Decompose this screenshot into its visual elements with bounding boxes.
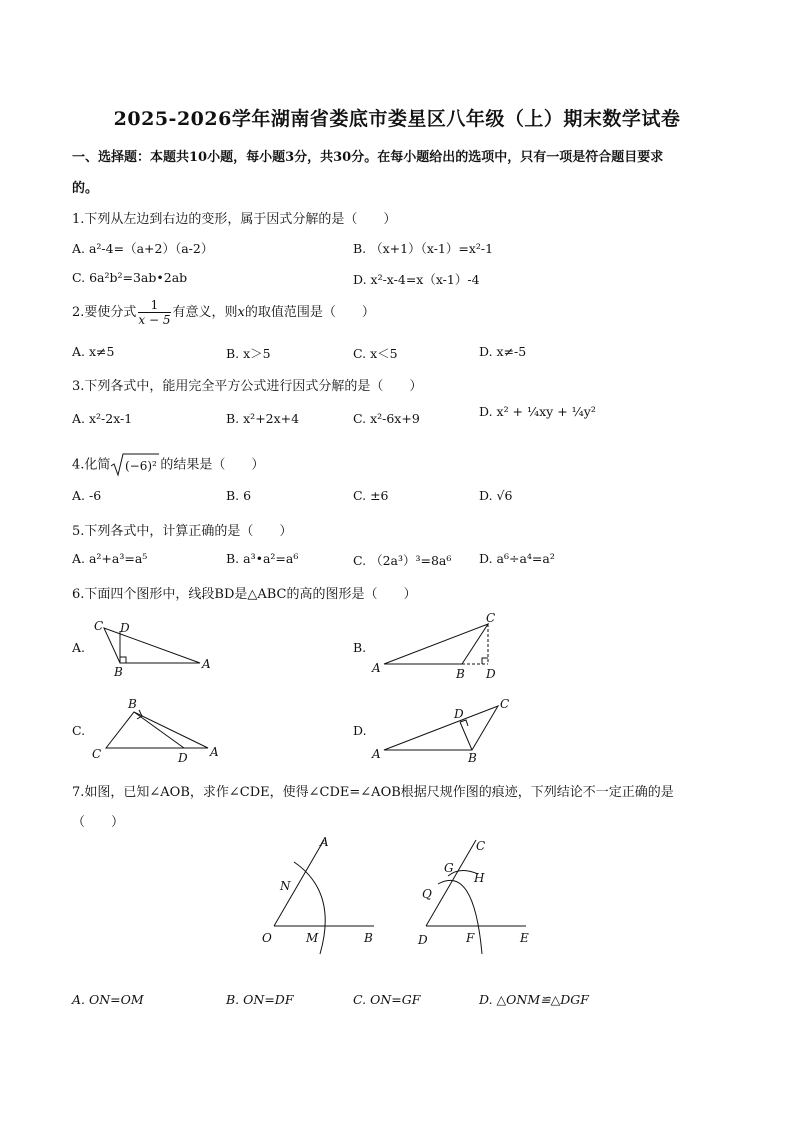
question-5-option-a: A. a²+a³=a⁵ [72, 551, 148, 566]
question-4-option-d: D. √6 [479, 488, 513, 503]
vertex-label: B [114, 665, 123, 679]
question-3-option-a: A. x²-2x-1 [72, 411, 133, 426]
question-6-stem: 6.下面四个图形中，线段BD是△ABC的高的图形是（ ） [72, 587, 417, 602]
vertex-label: A [210, 745, 219, 759]
question-7-stem: 7.如图，已知∠AOB，求作∠CDE，使得∠CDE=∠AOB根据尺规作图的痕迹，下列结论不一定正确的是 [72, 785, 674, 800]
question-2-stem-pre: 2.要使分式 [72, 305, 137, 320]
point-label: Q [422, 887, 432, 901]
point-label: N [280, 879, 291, 893]
radicand: (−6)² [125, 459, 158, 473]
question-4-stem-post: 的结果是（ ） [160, 457, 265, 473]
figure-6b-triangle [368, 610, 508, 682]
question-1-option-d: D. x²-x-4=x（x-1）-4 [353, 272, 480, 287]
question-4-option-a: A. -6 [72, 488, 102, 503]
vertex-label: A [372, 747, 381, 761]
question-5-option-b: B. a³•a²=a⁶ [226, 551, 299, 566]
point-label: C [476, 839, 486, 853]
point-label: D [418, 933, 428, 947]
question-5-option-c: C. （2a³）³=8a⁶ [353, 553, 452, 568]
vertex-label: C [92, 747, 102, 761]
question-3-stem: 3.下列各式中，能用完全平方公式进行因式分解的是（ ） [72, 379, 423, 394]
vertex-label: B [468, 751, 477, 764]
question-4-option-b: B. 6 [226, 488, 252, 503]
vertex-label: C [94, 619, 104, 633]
point-label: B [364, 931, 373, 945]
figure-6a-triangle [86, 614, 216, 680]
vertex-label: C [500, 697, 510, 711]
point-label: F [466, 931, 475, 945]
question-2-option-b: B. x＞5 [226, 346, 271, 361]
question-4-option-c: C. ±6 [353, 488, 389, 503]
vertex-label: D [120, 621, 130, 635]
vertex-label: B [128, 697, 137, 711]
figure-6c-triangle [86, 694, 222, 764]
vertex-label: B [456, 667, 465, 681]
point-label: O [262, 931, 272, 945]
question-2-option-a: A. x≠5 [72, 344, 115, 359]
question-7-option-b: B. ON=DF [226, 992, 294, 1007]
point-label: M [306, 931, 319, 945]
section-instructions-line2: 的。 [72, 181, 99, 196]
fraction-numerator: 1 [138, 298, 170, 313]
question-6-option-b: B. [353, 640, 367, 655]
question-6-option-c: C. [72, 723, 86, 738]
point-label: A [320, 835, 329, 849]
question-2-stem-end: 的取值范围是（ ） [244, 305, 375, 320]
question-1-option-c: C. 6a²b²=3ab•2ab [72, 270, 188, 285]
question-6-option-d: D. [353, 723, 367, 738]
vertex-label: C [486, 611, 496, 625]
question-7-option-a: A. ON=OM [72, 992, 144, 1007]
question-1-option-a: A. a²-4=（a+2）（a-2） [72, 241, 214, 256]
question-1-option-b: B. （x+1）（x-1）=x²-1 [353, 241, 494, 256]
question-1-stem: 1.下列从左边到右边的变形，属于因式分解的是（ ） [72, 212, 397, 227]
vertex-label: A [372, 661, 381, 675]
question-2-variable: x [237, 305, 245, 320]
point-label: E [520, 931, 529, 945]
question-2-fraction [138, 298, 170, 327]
fraction-denominator: x − 5 [138, 313, 171, 327]
vertex-label: D [454, 707, 464, 721]
figure-6d-triangle [368, 694, 518, 764]
vertex-label: D [178, 751, 188, 764]
question-6-option-a: A. [72, 640, 86, 655]
figure-7-angle-cde [408, 832, 540, 956]
point-label: H [474, 871, 485, 885]
question-2-option-d: D. x≠-5 [479, 344, 527, 359]
point-label: G [444, 861, 454, 875]
question-3-option-d-text: D. x² + ¼xy + ¼y² [479, 404, 596, 419]
page-title: 2025-2026学年湖南省娄底市娄星区八年级（上）期末数学试卷 [113, 108, 681, 130]
figure-7-angle-aob [256, 832, 388, 956]
question-4-stem-pre: 4.化简 [72, 457, 111, 473]
question-4-stem [72, 452, 264, 478]
question-5-option-d: D. a⁶÷a⁴=a² [479, 551, 555, 566]
question-3-option-c: C. x²-6x+9 [353, 411, 420, 426]
section-instructions-line1: 一、选择题：本题共10小题，每小题3分，共30分。在每小题给出的选项中，只有一项是符合题目要求 [72, 150, 664, 165]
vertex-label: A [202, 657, 211, 671]
question-7-option-c: C. ON=GF [353, 992, 421, 1007]
question-2-stem [72, 298, 375, 327]
question-2-option-c: C. x＜5 [353, 346, 398, 361]
question-2-stem-post: 有意义，则 [172, 305, 238, 320]
question-3-option-d [479, 404, 596, 419]
question-3-option-b: B. x²+2x+4 [226, 411, 300, 426]
question-5-stem: 5.下列各式中，计算正确的是（ ） [72, 524, 293, 539]
radical-sign [110, 452, 160, 478]
question-7-stem-continued: （ ） [72, 815, 125, 830]
vertex-label: D [486, 667, 496, 681]
question-7-option-d: D. △ONM≌△DGF [479, 992, 589, 1007]
